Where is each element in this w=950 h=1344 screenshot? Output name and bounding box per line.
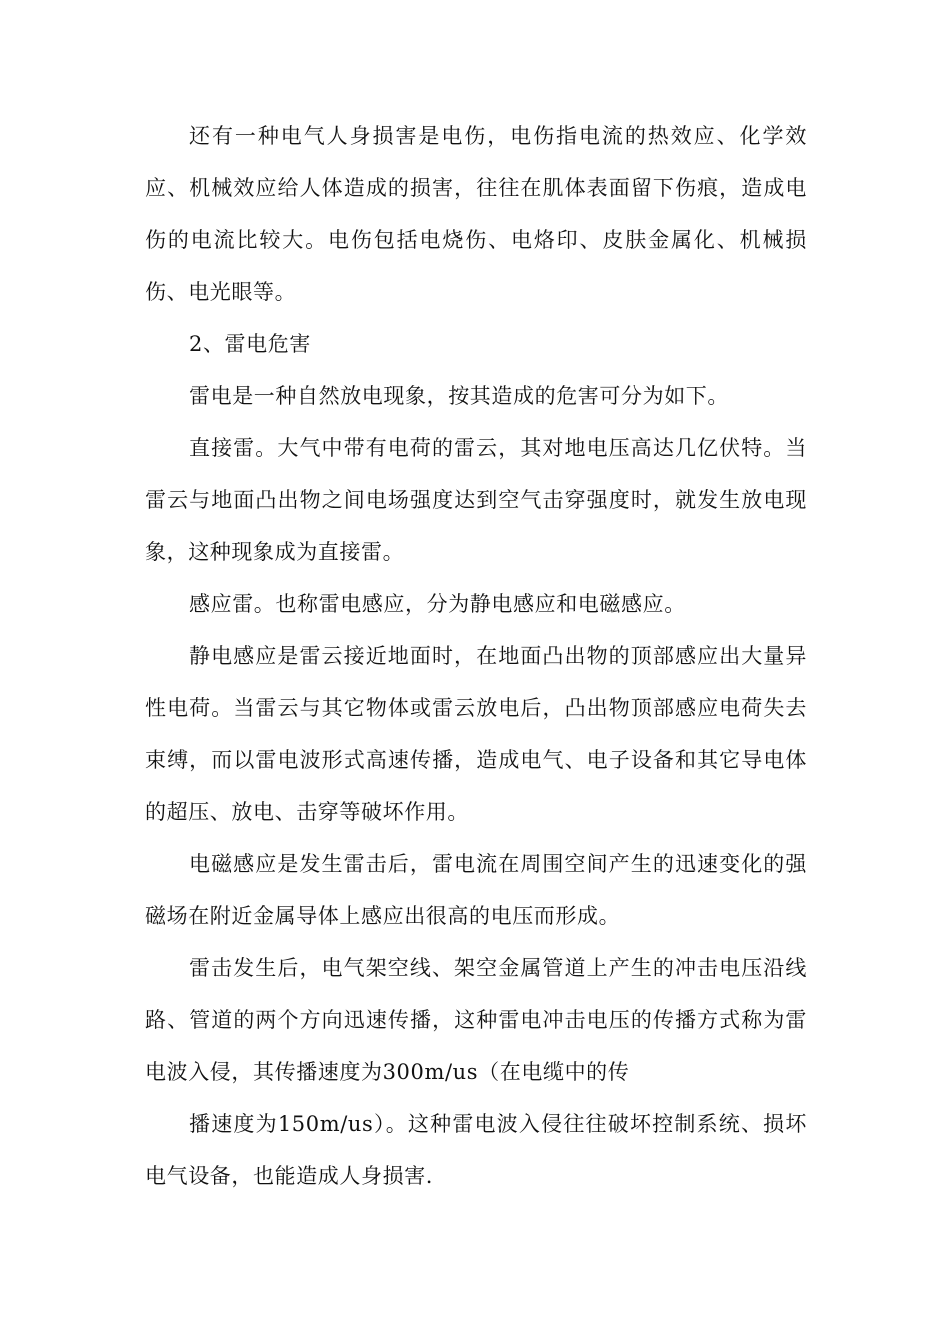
paragraph-lightning-intro: 雷电是一种自然放电现象，按其造成的危害可分为如下。 (189, 384, 729, 408)
document-body (145, 110, 807, 1202)
section-heading-lightning-hazard: 2、雷电危害 (189, 332, 311, 356)
paragraph-electrostatic-induction: 静电感应是雷云接近地面时，在地面凸出物的顶部感应出大量异性电荷。当雷云与其它物体或雷云放电后，凸出物顶部感应电荷失去束缚，而以雷电波形式高速传播，造成电气、电子设备和其它导电体的超压、放电、击穿等破坏作用。 (145, 644, 807, 824)
paragraph-electric-injury: 还有一种电气人身损害是电伤，电伤指电流的热效应、化学效应、机械效应给人体造成的损害，往往在肌体表面留下伤痕，造成电伤的电流比较大。电伤包括电烧伤、电烙印、皮肤金属化、机械损伤、电光眼等。 (145, 124, 807, 304)
paragraph-electromagnetic-induction: 电磁感应是发生雷击后，雷电流在周围空间产生的迅速变化的强磁场在附近金属导体上感应出很高的电压而形成。 (145, 852, 807, 928)
paragraph-lightning-wave-damage: 播速度为150m/us）。这种雷电波入侵往往破坏控制系统、损坏电气设备，也能造成人身损害. (145, 1112, 807, 1188)
paragraph-direct-lightning: 直接雷。大气中带有电荷的雷云，其对地电压高达几亿伏特。当雷云与地面凸出物之间电场强度达到空气击穿强度时，就发生放电现象，这种现象成为直接雷。 (145, 436, 807, 564)
paragraph-lightning-wave-intrusion: 雷击发生后，电气架空线、架空金属管道上产生的冲击电压沿线路、管道的两个方向迅速传播，这种雷电冲击电压的传播方式称为雷电波入侵，其传播速度为300m/us（在电缆中的传 (145, 956, 807, 1084)
paragraph-induced-lightning: 感应雷。也称雷电感应，分为静电感应和电磁感应。 (189, 592, 686, 616)
